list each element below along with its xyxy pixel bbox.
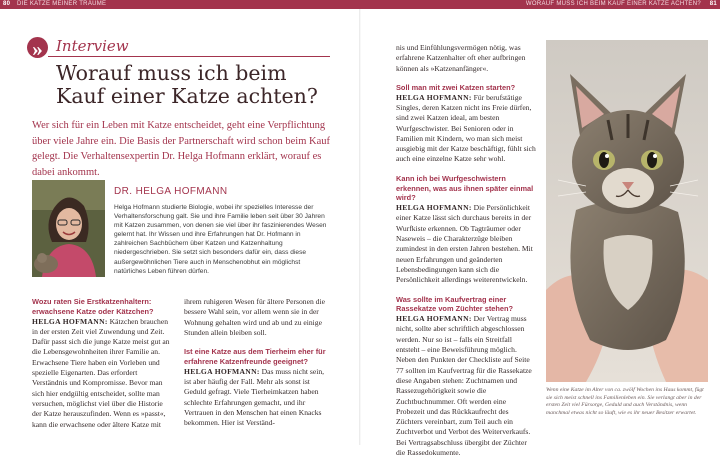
answer-1-text: Kätzchen brauchen in der ersten Zeit viel Zuwendung und Zeit. Dafür passt sich die junge Katze meist gut an die Lebensgewohnheiten ihrer Familie an. Erwachsene Tiere haben ein Vorleben und spezielle Eigenarten. Das erfordert Verständnis und Kompromisse. Bevor man sich hier endgültig entscheidet, sollte man versuchen, möglichst viel über die Historie der Katze herauszufinden. Wenn es »passt«, kann die erwachsene oder ältere Katze mit	[32, 316, 170, 429]
expert-bio: Helga Hofmann studierte Biologie, wobei ihr spezielles Interesse der Verhaltensforschung galt. Sie und ihre Familie leben seit über 30 Jahren mit Katzen zusammen, von denen sie viel über ihr faszinierendes Wesen gelernt hat. Ihr Wissen und ihre Erfahrungen hat Dr. Hofmann in zahlreichen Sachbüchern über Katzen und Katzenhaltung niedergeschrieben. Sie setzt sich besonders dafür ein, dass diese außergewöhnlichen Tiere auch in Menschenobhut ein möglichst natürliches Leben führen dürfen.	[114, 204, 327, 275]
answer-5-text: Der Vertrag muss nicht, sollte aber schriftlich abgeschlossen werden. Nur so ist – falls ein Streitfall entsteht – eine Beweisführung möglich. Neben den Punkten der Checkliste auf Seite 77 sollten im Kaufvertrag für die Rassekatze diese Angaben stehen: Zuchtnamen und Rassezugehörigkeit sowie die Zuchtbuchnummer. Oft werden eine Probezeit und das Rückkaufrecht des Züchters vereinbart, zum Teil auch ein Zuchtverbot und Verbot des Weiterverkaufs. Bei Vertragsabschluss übergibt der Züchter die Rassedokumente.	[396, 314, 532, 457]
photo-caption: Wenn eine Katze im Alter von ca. zwölf Wochen ins Haus kommt, fügt sie sich meist schnell ins Familienleben ein. Sie verlangt aber in der ersten Zeit viel Fürsorge, Geduld und auch Verständnis, wenn manchmal etwas nicht so läuft, wie es ihr neuer Besitzer erwartet.	[546, 387, 704, 416]
answer-3	[396, 93, 536, 165]
article-title	[56, 62, 346, 108]
answer-1	[32, 317, 172, 430]
running-title-left: DIE KATZE MEINER TRÄUME	[17, 1, 107, 7]
question-3: Soll man mit zwei Katzen starten?	[396, 82, 516, 92]
running-header	[0, 0, 720, 9]
answer-2	[184, 367, 332, 429]
answer-1-continued: ihrem ruhigeren Wesen für ältere Personen die bessere Wahl sein, vor allem wenn sie in der Wohnung gehalten wird und ab und zu einige Stunden allein bleiben soll.	[184, 297, 325, 337]
page-number-left: 80	[3, 1, 11, 7]
quote-icon: »	[27, 37, 48, 58]
answer-3-text: Für berufstätige Singles, deren Katzen nicht ins Freie dürfen, sind zwei Katzen ideal, am besten Wurfgeschwister. Bei Senioren oder in Familien mit Kindern, wo man sich meist ausgiebig mit der Katze beschäftigt, fühlt sich auch eine einzelne Katze sehr wohl.	[396, 92, 536, 164]
answer-5	[396, 314, 536, 458]
page-gutter	[359, 9, 361, 445]
answer-4-text: Die Persönlichkeit einer Katze lässt sich durchaus bereits in der Wurfkiste erkennen. Ob Tagträumer oder Naseweis – die Charakterzüge bleiben zumindest in den ersten Jahren bestehen. Mit neuen Erfahrungen und geänderten Lebensbedingungen kann sich die Persönlichkeit allerdings weiterentwickeln.	[396, 203, 533, 285]
text-column-1	[32, 297, 172, 430]
answer-4	[396, 203, 536, 285]
question-2: Ist eine Katze aus dem Tierheim eher für erfahrene Katzenfreunde geeignet?	[184, 347, 326, 366]
expert-name: DR. HELGA HOFMANN	[114, 186, 228, 197]
title-line-2: Kauf einer Katze achten?	[56, 84, 318, 108]
title-rule	[48, 56, 330, 57]
text-column-3	[396, 43, 536, 458]
answer-2-text: Das muss nicht sein, ist aber häufig der Fall. Mehr als sonst ist Geduld gefragt. Viele Tierheimkatzen haben schlechte Erfahrungen gemacht, und ihr Vertrauen in den Menschen hat einen Knacks bekommen. Hier ist Verständ-	[184, 366, 325, 428]
page-number-right: 81	[709, 1, 717, 7]
running-title-right: WORAUF MUSS ICH BEIM KAUF EINER KATZE ACHTEN?	[525, 1, 701, 7]
question-5: Was sollte im Kaufvertrag einer Rassekatze vom Züchter stehen?	[396, 294, 514, 314]
speaker-label: HELGA HOFMANN:	[396, 314, 472, 324]
portrait-illustration	[32, 180, 105, 277]
speaker-label: HELGA HOFMANN:	[32, 316, 108, 326]
speaker-label: HELGA HOFMANN:	[184, 366, 260, 376]
kitten-photo	[546, 40, 708, 382]
question-4: Kann ich bei Wurfgeschwistern erkennen, was aus ihnen später einmal wird?	[396, 173, 534, 203]
speaker-label: HELGA HOFMANN:	[396, 92, 472, 102]
expert-portrait-photo	[32, 180, 105, 277]
answer-2-continued: nis und Einfühlungsvermögen nötig, was erfahrene Katzenhalter oft eher aufbringen können als »Katzenanfänger«.	[396, 43, 526, 73]
title-line-1: Worauf muss ich beim	[56, 61, 287, 85]
text-column-2	[184, 297, 332, 429]
intro-paragraph: Wer sich für ein Leben mit Katze entscheidet, geht eine Verpflichtung über viele Jahre ein. Die Basis der Partnerschaft wird schon beim Kauf gelegt. Die Verhaltensexpertin Dr. Helga Hofmann erklärt, worauf es dabei ankommt.	[32, 120, 330, 178]
section-label: Interview	[56, 37, 129, 55]
speaker-label: HELGA HOFMANN:	[396, 203, 472, 213]
question-1: Wozu raten Sie Erstkatzenhaltern: erwachsene Katze oder Kätzchen?	[32, 297, 154, 316]
kitten-illustration	[546, 40, 708, 382]
